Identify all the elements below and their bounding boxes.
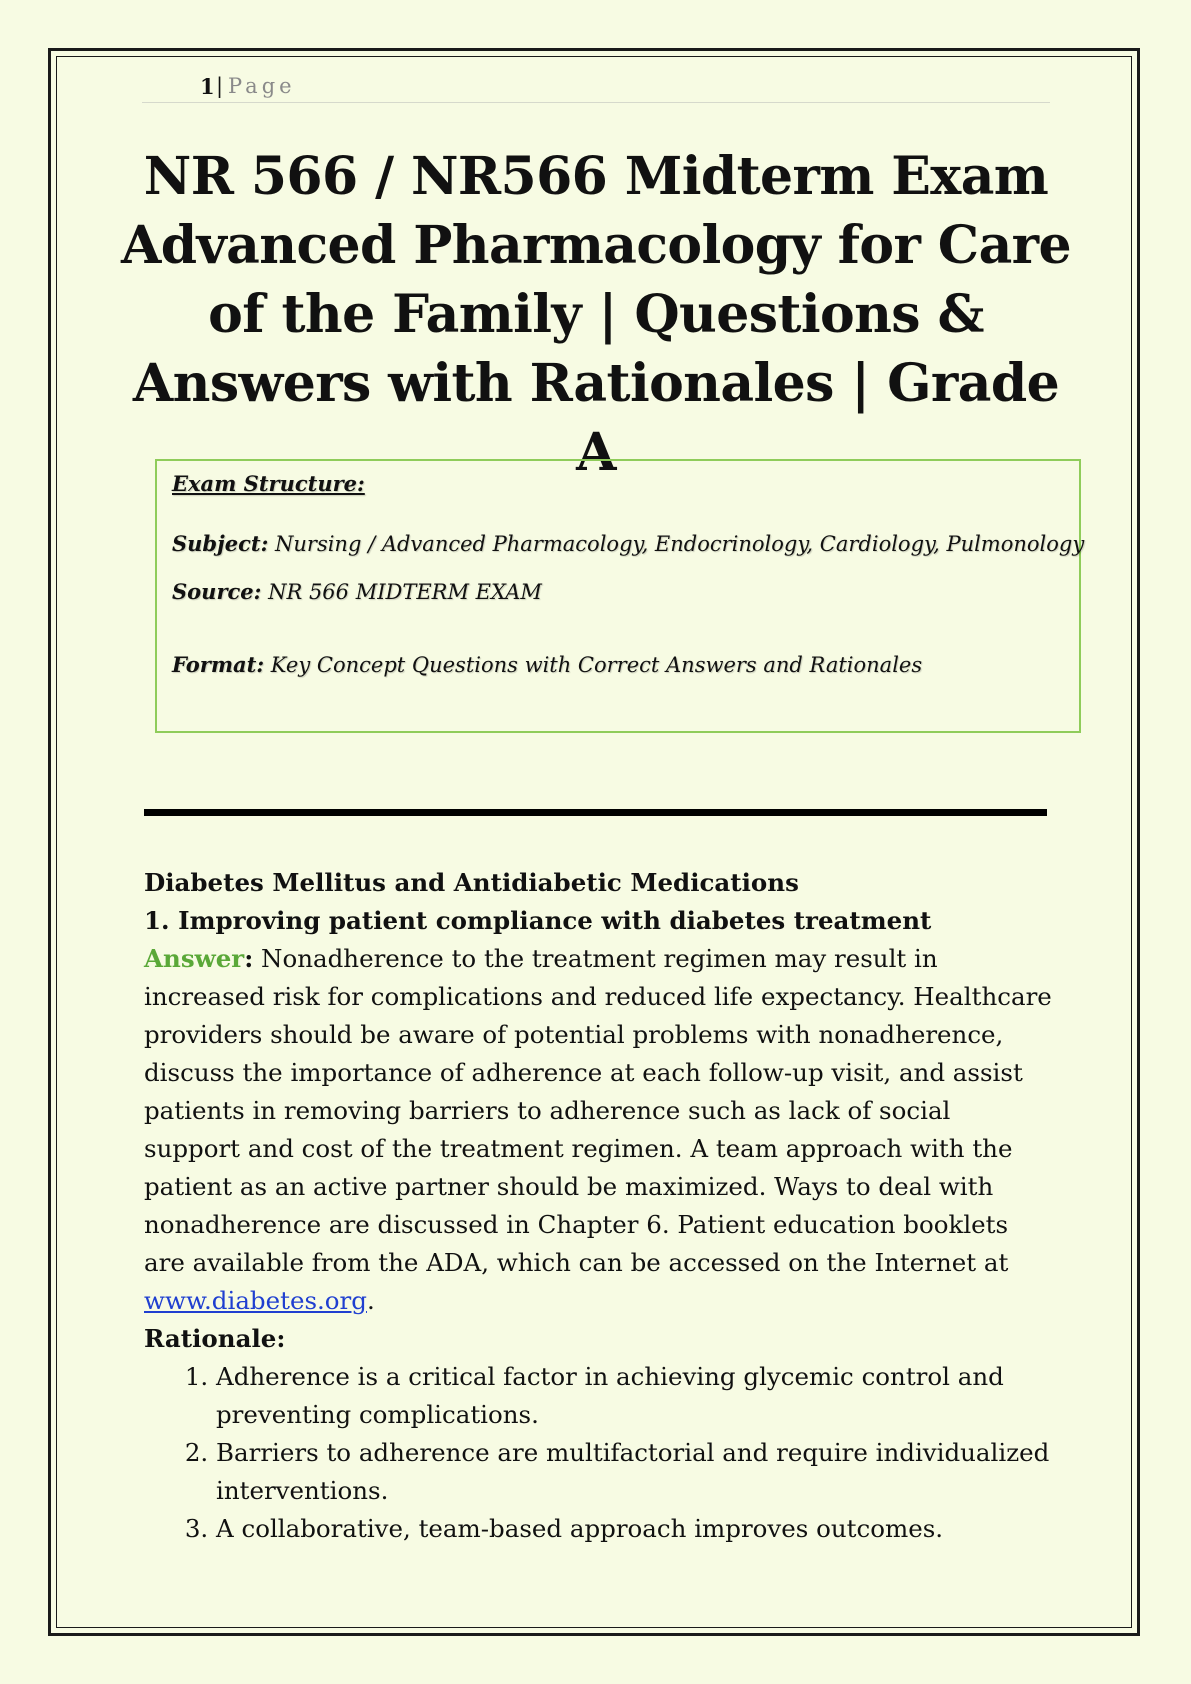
answer-paragraph [144,940,1054,1320]
rationale-list [144,1358,1054,1548]
rationale-label: Rationale: [144,1324,286,1353]
page-header [142,70,1050,103]
question-title: 1. Improving patient compliance with diabetes treatment [144,906,932,935]
format-value: Key Concept Questions with Correct Answers and Rationales [264,653,923,677]
section-title: Diabetes Mellitus and Antidiabetic Medications [144,868,799,897]
document-title [120,142,1072,487]
source-label: Source: [172,579,262,604]
list-item: 3. A collaborative, team-based approach improves outcomes. [216,1510,1054,1548]
exam-structure-heading: Exam Structure: [172,471,365,496]
source-value: NR 566 MIDTERM EXAM [261,580,542,604]
section-divider [144,809,1047,816]
format-row [172,652,922,677]
list-item: 1. Adherence is a critical factor in achieving glycemic control and preventing complications. [216,1358,1054,1434]
answer-end: . [366,1286,375,1315]
source-row [172,579,542,604]
list-item: 2. Barriers to adherence are multifactorial and require individualized interventions. [216,1434,1054,1510]
answer-label: Answer [144,944,245,973]
diabetes-org-link[interactable]: www.diabetes.org [144,1286,367,1315]
answer-colon: : [244,944,254,973]
exam-structure-box [155,459,1085,733]
subject-row [172,531,1084,556]
page-header-separator: | [216,74,224,98]
main-content [144,864,1054,1548]
format-label: Format: [172,652,265,677]
title-line: Answers with Rationales | Grade A [132,353,1060,483]
page-number: 1 [200,74,215,99]
title-line: of the Family | Questions & [208,284,984,345]
subject-value: Nursing / Advanced Pharmacology, Endocrinology, Cardiology, Pulmonology [268,532,1085,556]
title-line: Advanced Pharmacology for Care [121,215,1071,276]
subject-label: Subject: [172,531,269,556]
page-label: Page [228,74,296,98]
answer-text: Nonadherence to the treatment regimen may result in increased risk for complications and reduced life expectancy. Healthcare providers should be aware of potential problems with nonadherence, discuss the importance of adherence at each follow-up visit, and assist patients in removing barriers to adherence such as lack of social support and cost of the treatment regimen. A team approach with the patient as an active partner should be maximized. Ways to deal with nonadherence are discussed in Chapter 6. Patient education booklets are available from the ADA, which can be accessed on the Internet at [144,944,1052,1277]
title-line: NR 566 / NR566 Midterm Exam [143,146,1049,207]
